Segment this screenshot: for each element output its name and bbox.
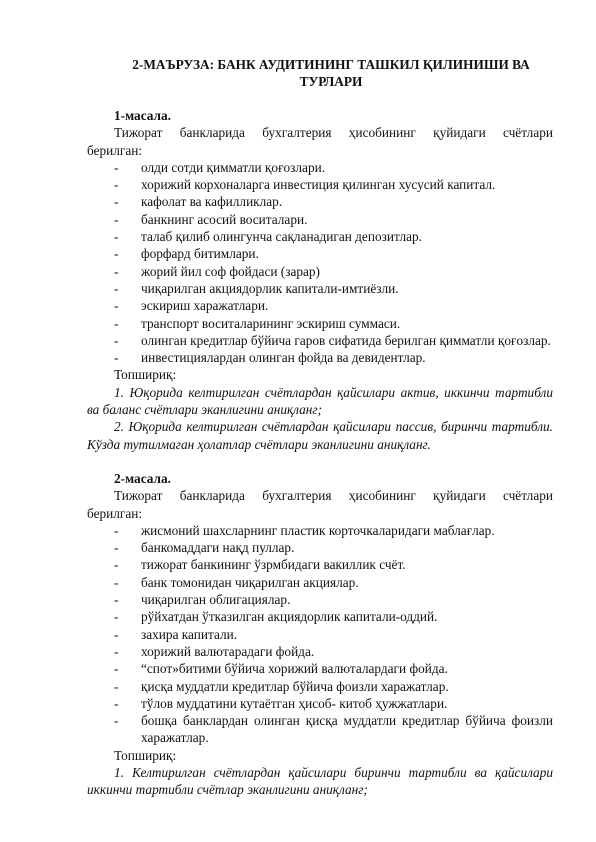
document-page — [87, 56, 553, 799]
list-item: - қисқа муддатли кредитлар бўйича фоизли харажатлар. — [114, 678, 449, 694]
dash-bullet: - — [114, 592, 119, 608]
dash-bullet: - — [114, 315, 119, 331]
problem-2-intro-line-2: берилган: — [87, 505, 143, 521]
dash-bullet: - — [114, 557, 119, 573]
list-item: - инвестициялардан олинган фойда ва девидентлар. — [114, 350, 426, 366]
problem-2-account-list — [87, 522, 553, 747]
list-item: - банкнинг асосий воситалари. — [114, 211, 308, 227]
list-item: - жорий йил соф фойдаси (зарар) — [114, 263, 320, 279]
list-item: - жисмоний шахсларнинг пластик корточкаларидаги маблағлар. — [114, 522, 495, 538]
dash-bullet: - — [114, 609, 119, 625]
list-item: - банк томонидан чиқарилган акциялар. — [114, 574, 359, 590]
list-item: - транспорт воситаларининг эскириш суммаси. — [114, 315, 401, 331]
spacer — [87, 90, 553, 107]
list-item: - тўлов муддатини кутаётган ҳисоб- китоб ҳужжатлари. — [114, 695, 448, 711]
problem-2-task-label: Топшириқ: — [114, 747, 177, 763]
problem-1-intro-line-1: Тижорат банкларида бухгалтерия ҳисобининг қуйидаги счётлари — [114, 125, 553, 141]
dash-bullet: - — [114, 350, 119, 366]
list-item: - чиқарилган облигациялар. — [114, 592, 291, 608]
dash-bullet: - — [114, 263, 119, 279]
problem-2-intro-line-1: Тижорат банкларида бухгалтерия ҳисобининг қуйидаги счётлари — [114, 488, 553, 504]
dash-bullet: - — [114, 298, 119, 314]
list-item: - “спот»битими бўйича хорижий валюталардаги фойда. — [114, 661, 448, 677]
dash-bullet: - — [114, 678, 119, 694]
list-item: - хорижий корхоналарга инвестиция қилинган хусусий капитал. — [114, 177, 496, 193]
title-line-1: 2-МАЪРУЗА: БАНК АУДИТИНИНГ ТАШКИЛ ҚИЛИНИШИ ВА — [132, 57, 530, 72]
problem-2-task-1: 1. Келтирилган счётлардан қайсилари биринчи тартибли ва қайсилари иккинчи тартибли счётлар эканлигини аниқланг; — [87, 764, 553, 798]
dash-bullet: - — [114, 643, 119, 659]
list-item: - эскириш харажатлари. — [114, 298, 269, 314]
list-item: - бошқа банклардан олинган қисқа муддатли кредитлар бўйича фоизли харажатлар. — [114, 713, 553, 746]
list-item: - тижорат банкининг ўзрмбидаги вакиллик счёт. — [114, 557, 406, 573]
list-item: - талаб қилиб олингунча сақланадиган депозитлар. — [114, 229, 422, 245]
problem-1-task-1: 1. Юқорида келтирилган счётлардан қайсилари актив, иккинчи тартибли ва баланс счётлари эканлигини аниқланг; — [87, 384, 553, 418]
list-item: - олди сотди қимматли қоғозлари. — [114, 159, 326, 175]
problem-2-section — [87, 470, 553, 799]
dash-bullet: - — [114, 522, 119, 538]
dash-bullet: - — [114, 177, 119, 193]
dash-bullet: - — [114, 713, 119, 729]
dash-bullet: - — [114, 661, 119, 677]
problem-2-heading: 2-масала. — [114, 470, 171, 486]
dash-bullet: - — [114, 280, 119, 296]
list-item: - чиқарилган акциядорлик капитали-имтиёзли. — [114, 280, 399, 296]
list-item: - олинган кредитлар бўйича гаров сифатида берилган қимматли қоғозлар. — [114, 332, 551, 348]
dash-bullet: - — [114, 626, 119, 642]
list-item: - банкомаддаги нақд пуллар. — [114, 540, 295, 556]
list-item: - хорижий валютарадаги фойда. — [114, 643, 315, 659]
dash-bullet: - — [114, 194, 119, 210]
spacer — [87, 453, 553, 470]
list-item: - форфард битимлари. — [114, 246, 259, 262]
dash-bullet: - — [114, 229, 119, 245]
dash-bullet: - — [114, 159, 119, 175]
problem-1-account-list — [87, 159, 553, 367]
dash-bullet: - — [114, 540, 119, 556]
list-item: - рўйхатдан ўтказилган акциядорлик капитали-оддий. — [114, 609, 438, 625]
problem-1-task-label: Топшириқ: — [114, 367, 177, 383]
dash-bullet: - — [114, 695, 119, 711]
list-item: - захира капитали. — [114, 626, 238, 642]
dash-bullet: - — [114, 246, 119, 262]
dash-bullet: - — [114, 574, 119, 590]
problem-1-section — [87, 107, 553, 453]
list-item: - кафолат ва кафилликлар. — [114, 194, 283, 210]
problem-1-task-2: 2. Юқорида келтирилган счётлардан қайсилари пассив, биринчи тартибли. Кўзда тутилмаган ҳолатлар счётлари эканлигини аниқланг. — [87, 419, 553, 452]
dash-bullet: - — [114, 211, 119, 227]
problem-1-intro-line-2: берилган: — [87, 142, 143, 158]
title-line-2: ТУРЛАРИ — [299, 74, 363, 89]
lecture-title — [109, 56, 553, 90]
dash-bullet: - — [114, 332, 119, 348]
problem-1-heading: 1-масала. — [114, 108, 171, 123]
